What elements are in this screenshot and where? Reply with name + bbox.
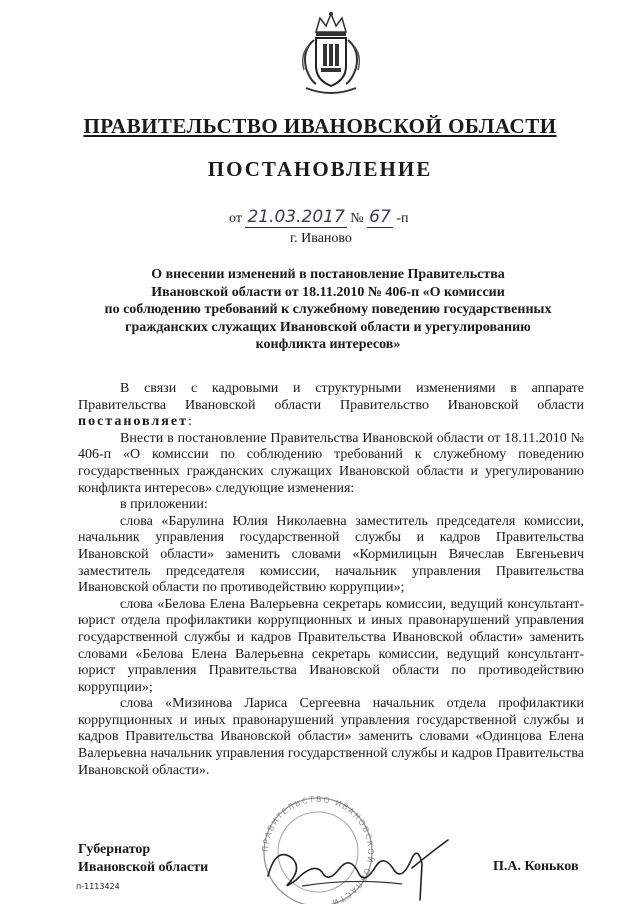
title-line: гражданских служащих Ивановской области и урегулированию bbox=[125, 319, 531, 335]
handwritten-date: 21.03.2017 bbox=[247, 207, 345, 227]
handwritten-number: 67 bbox=[369, 207, 391, 227]
number-sign: № bbox=[350, 211, 364, 226]
date-prefix: от bbox=[229, 211, 242, 226]
coat-of-arms-emblem bbox=[296, 10, 366, 105]
governor-signature bbox=[262, 828, 452, 904]
position-line: Губернатор bbox=[78, 842, 151, 857]
position-line: Ивановской области bbox=[78, 860, 209, 875]
decree-colon: : bbox=[187, 414, 192, 430]
city: г. Иваново bbox=[290, 231, 352, 246]
title-line: Ивановской области от 18.11.2010 № 406-п «О комиссии bbox=[151, 284, 505, 300]
document-type: ПОСТАНОВЛЕНИЕ bbox=[207, 157, 433, 181]
date-number-line bbox=[229, 207, 408, 227]
document-body bbox=[78, 381, 584, 779]
body-paragraph: слова «Мизинова Лариса Сергеевна начальник отдела профилактики коррупционных и иных правонарушений управления государственной службы и кадров Правительства Ивановской области» заменить словами «Одинцова Елена Валерьевна начальник управления государственной службы и кадров Правительства Ивановской области». bbox=[78, 696, 584, 778]
signatory-name: П.А. Коньков bbox=[493, 859, 579, 874]
body-paragraph: в приложении: bbox=[120, 497, 208, 513]
decree-word: постановляет bbox=[78, 414, 188, 430]
title-line: конфликта интересов» bbox=[255, 337, 401, 352]
preamble-text: В связи с кадровыми и структурными изменениями в аппарате Правительства Ивановской области Правительство Ивановской области bbox=[78, 381, 584, 413]
document-title bbox=[80, 266, 576, 354]
svg-text:ПРАВИТЕЛЬСТВО ИВАНОВСКОЙ ОБЛАС: ПРАВИТЕЛЬСТВО ИВАНОВСКОЙ ОБЛАСТИ bbox=[260, 794, 376, 904]
registration-number: п-1113424 bbox=[76, 882, 120, 891]
body-paragraph bbox=[78, 381, 584, 431]
body-paragraph: слова «Белова Елена Валерьевна секретарь комиссии, ведущий консультант-юрист отдела профилактики коррупционных и иных правонарушений управления государственной службы и кадров Правительства Ивановской области» заменить словами «Белова Елена Валерьевна секретарь комиссии, ведущий консультант-юрист управления Правительства Ивановской области по противодействию коррупции»; bbox=[78, 596, 584, 695]
title-line: О внесении изменений в постановление Правительства bbox=[151, 267, 505, 282]
title-line: по соблюдению требований к служебному поведению государственных bbox=[104, 302, 552, 317]
number-suffix: -п bbox=[396, 211, 409, 226]
organization-name: ПРАВИТЕЛЬСТВО ИВАНОВСКОЙ ОБЛАСТИ bbox=[83, 114, 557, 138]
body-paragraph: слова «Барулина Юлия Николаевна заместитель председателя комиссии, начальник управления государственной службы и кадров Правительства Ивановской области» заменить словами «Кормилицын Вячеслав Евгеньевич заместитель председателя комиссии, начальник управления Правительства Ивановской области по противодействию коррупции»; bbox=[78, 513, 584, 596]
signatory-position bbox=[78, 841, 208, 877]
body-paragraph: Внести в постановление Правительства Ивановской области от 18.11.2010 № 406-п «О комиссии по соблюдению требований к служебному поведению государственных гражданских служащих Ивановской области и урегулированию конфликта интересов» следующие изменения: bbox=[78, 430, 584, 496]
